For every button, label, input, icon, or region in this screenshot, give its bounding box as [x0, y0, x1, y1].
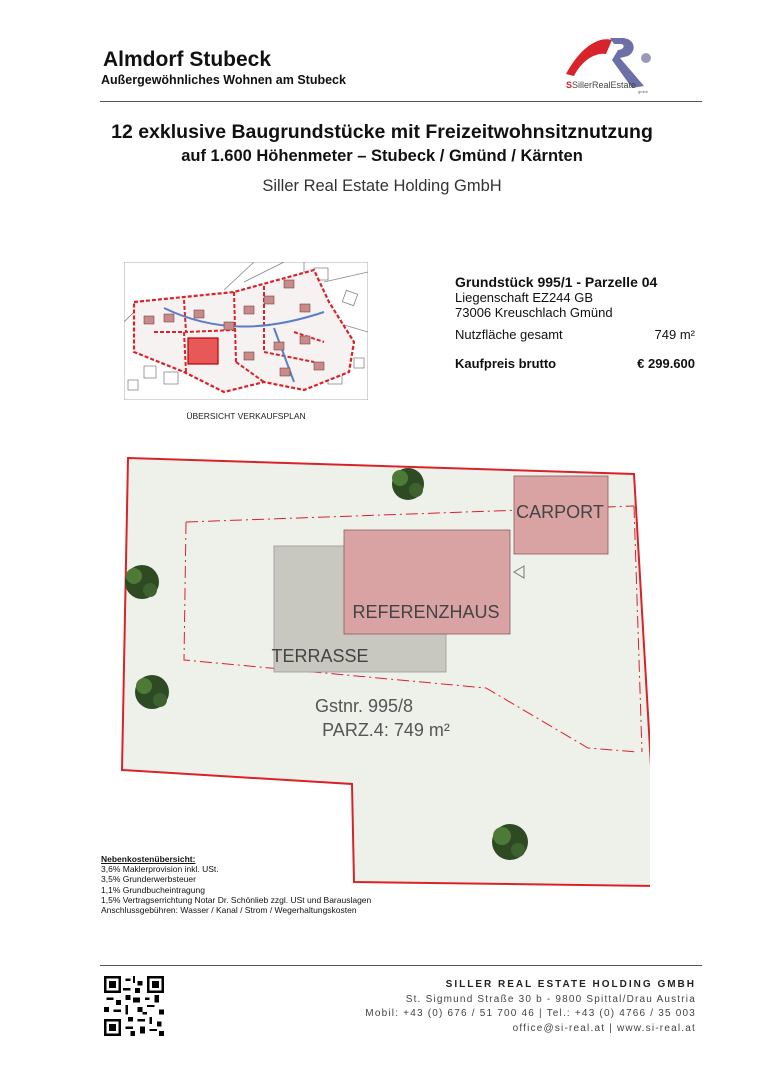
- overview-caption: ÜBERSICHT VERKAUFSPLAN: [186, 411, 306, 421]
- company-logo: [560, 30, 672, 94]
- tree-icon: [492, 824, 528, 860]
- cost-item: 1,5% Vertragserrichtung Notar Dr. Schönlieb zzgl. USt und Barauslagen: [101, 894, 372, 905]
- property-registry: Liegenschaft EZ244 GB: [455, 290, 594, 305]
- area-row: [455, 327, 695, 342]
- footer-contact: [365, 978, 696, 1036]
- company-name: Siller Real Estate Holding GmbH: [262, 177, 502, 195]
- logo-small-text: gmbh: [638, 89, 649, 94]
- terrace-label: TERRASSE: [271, 646, 369, 666]
- area-label: Nutzfläche gesamt: [455, 327, 563, 342]
- svg-text:SSillerRealEstate: SSillerRealEstate: [566, 80, 637, 90]
- cost-item: 3,5% Grunderwerbsteuer: [101, 874, 196, 885]
- cost-heading: Nebenkostenübersicht:: [101, 854, 196, 864]
- footer-phones: Mobil: +43 (0) 676 / 51 700 46 | Tel.: +43 (0) 4766 / 35 003: [365, 1008, 696, 1019]
- tree-icon: [135, 675, 169, 709]
- carport-label: CARPORT: [516, 502, 604, 522]
- cost-overview: [101, 854, 371, 915]
- price-row: [455, 356, 695, 371]
- overview-site-plan: [124, 262, 368, 400]
- header-title: Almdorf Stubeck: [103, 48, 272, 71]
- house-label: REFERENZHAUS: [352, 602, 500, 622]
- logo-text: SillerRealEstate: [572, 80, 637, 90]
- property-location: 73006 Kreuschlach Gmünd: [455, 305, 613, 320]
- area-value: 749 m²: [654, 327, 695, 342]
- footer-address: St. Sigmund Straße 30 b - 9800 Spittal/Drau Austria: [405, 993, 696, 1005]
- footer-web: office@si-real.at | www.si-real.at: [512, 1022, 696, 1034]
- header-subtitle: Außergewöhnliches Wohnen am Stubeck: [101, 73, 346, 87]
- footer-divider: [100, 965, 702, 966]
- cost-item: 1,1% Grundbucheintragung: [101, 884, 205, 895]
- page-subtitle: auf 1.600 Höhenmeter – Stubeck / Gmünd / Kärnten: [181, 147, 583, 165]
- parcel-plan: [118, 452, 650, 898]
- cost-item: Anschlussgebühren: Wasser / Kanal / Strom / Wegerhaltungskosten: [101, 905, 357, 916]
- price-label: Kaufpreis brutto: [455, 356, 557, 371]
- property-title: Grundstück 995/1 - Parzelle 04: [455, 274, 658, 290]
- tree-icon: [125, 565, 159, 599]
- qr-code: [104, 976, 164, 1036]
- parcel-number: Gstnr. 995/8: [314, 696, 414, 716]
- tree-icon: [392, 468, 424, 500]
- page-title: 12 exklusive Baugrundstücke mit Freizeitwohnsitznutzung: [111, 121, 653, 143]
- price-value: € 299.600: [637, 356, 695, 371]
- cost-item: 3,6% Maklerprovision inkl. USt.: [101, 864, 219, 875]
- parcel-area: PARZ.4: 749 m²: [322, 720, 450, 740]
- footer-company: SILLER REAL ESTATE HOLDING GMBH: [445, 979, 696, 990]
- property-info: [455, 274, 695, 371]
- header-divider: [100, 101, 702, 102]
